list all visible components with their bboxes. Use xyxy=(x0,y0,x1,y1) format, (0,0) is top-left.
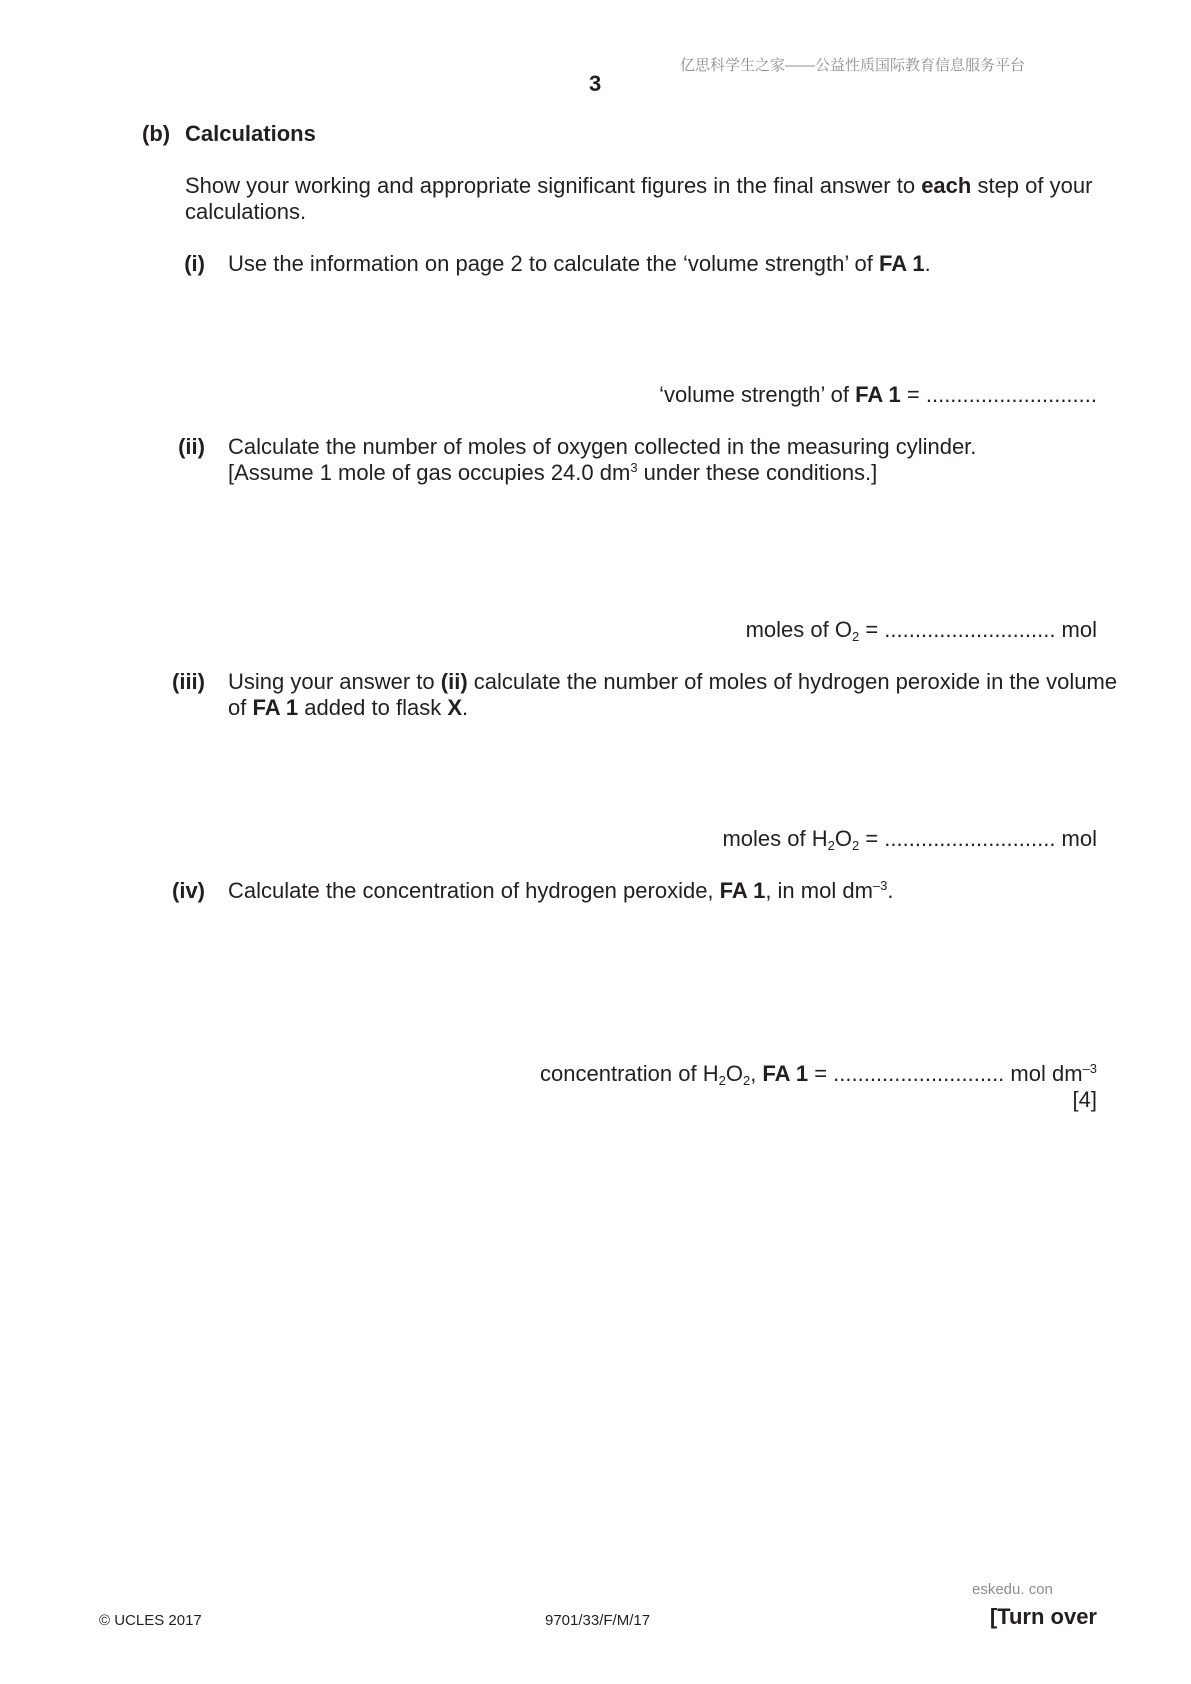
instructions-line1: Show your working and appropriate significant figures in the final answer to each step of your xyxy=(185,173,1093,198)
instructions-line2: calculations. xyxy=(185,199,307,224)
part-iii-question-line2: of FA 1 added to flask X. xyxy=(228,695,469,720)
part-iii-answer-line: moles of $H_2O_2$ = ............................ mol xyxy=(722,826,1097,853)
footer-copyright: © UCLES 2017 xyxy=(99,1612,202,1629)
section-label: (b) xyxy=(142,121,171,146)
part-iv-label: (iv) xyxy=(172,878,205,903)
page-number: 3 xyxy=(589,71,602,96)
part-iii-label: (iii) xyxy=(172,669,205,694)
part-i-question: Use the information on page 2 to calculate the ‘volume strength’ of FA 1. xyxy=(228,251,931,276)
part-iv-marks: [4] xyxy=(1072,1087,1097,1112)
part-iv-question: Calculate the concentration of hydrogen peroxide, FA 1, in mol $dm^{-3}$. xyxy=(228,878,894,903)
part-i-label: (i) xyxy=(184,251,205,276)
part-ii-label: (ii) xyxy=(178,434,205,459)
watermark-bottom: eskedu. con xyxy=(972,1581,1053,1598)
section-title: Calculations xyxy=(185,121,316,146)
part-ii-question-line1: Calculate the number of moles of oxygen collected in the measuring cylinder. xyxy=(228,434,977,459)
part-iv-answer-line: concentration of $H_2O_2$, FA 1 = ............................ mol $dm^{-3}$ xyxy=(540,1061,1097,1088)
watermark-top: 亿思科学生之家——公益性质国际教育信息服务平台 xyxy=(680,57,1026,74)
part-i-answer-line: ‘volume strength’ of FA 1 = ............................ xyxy=(659,382,1097,407)
part-iii-question-line1: Using your answer to (ii) calculate the number of moles of hydrogen peroxide in the volume xyxy=(228,669,1118,694)
part-ii-question-line2: [Assume 1 mole of gas occupies 24.0 $dm^3$ under these conditions.] xyxy=(228,460,878,485)
footer-turn-over: [Turn over xyxy=(989,1604,1097,1629)
part-ii-answer-line: moles of $O_2$ = ............................ mol xyxy=(745,617,1097,644)
footer-paper-code: 9701/33/F/M/17 xyxy=(545,1612,651,1629)
